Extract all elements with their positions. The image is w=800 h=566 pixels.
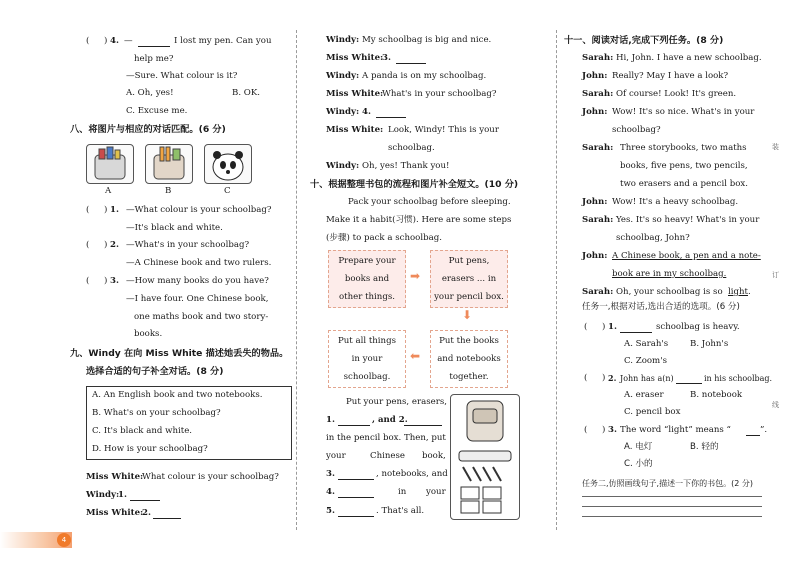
- c2-l6-text: Look, Windy! This is your: [388, 125, 499, 135]
- side-mark-2: 订: [772, 271, 779, 279]
- c2-l5-speaker: Windy:: [326, 107, 360, 117]
- c3-d8-text-underlined: A Chinese book, a pen and a note-: [612, 251, 761, 261]
- flow-arrow-down-icon: ⬇: [462, 308, 473, 322]
- c3-d4-speaker: John:: [582, 107, 608, 117]
- c3-d2-text: Really? May I have a look?: [612, 71, 729, 81]
- s10-fill-5-num: 5.: [326, 506, 335, 516]
- s10-fill-1-tail: , and 2.: [372, 415, 408, 425]
- t1-q1-paren-open: (: [584, 322, 588, 332]
- s9-d3-text: 2.: [142, 508, 151, 518]
- s10-blank-5[interactable]: [338, 507, 374, 517]
- s9-option-a: A. An English book and two notebooks.: [92, 390, 263, 400]
- t1-q2-option-c: C. pencil box: [624, 407, 681, 417]
- t1-q3-option-c: C. 小的: [624, 459, 653, 469]
- t1-q1-option-a: A. Sarah's: [624, 339, 669, 349]
- c3-d4-text: Wow! It's so nice. What's in your: [612, 107, 755, 117]
- s10-fill-4-in: in: [398, 487, 407, 497]
- t1-q3-paren-open: (: [584, 425, 588, 435]
- s8-item2-paren-close: ): [104, 240, 108, 250]
- q4-option-c: C. Excuse me.: [126, 106, 188, 116]
- flow-step-pencil-box: [430, 250, 508, 308]
- t1-q3-text: The word “light” means “: [620, 425, 731, 435]
- c2-blank-3[interactable]: [396, 54, 426, 64]
- c2-l4-text: What's in your schoolbag?: [382, 89, 497, 99]
- side-mark-1: 装: [772, 143, 779, 151]
- task2-writing-line-3[interactable]: [582, 516, 762, 517]
- c2-l4-speaker: Miss White:: [326, 89, 384, 99]
- c3-d3-speaker: Sarah:: [582, 89, 614, 99]
- s10-fill-3-num: 3.: [326, 469, 335, 479]
- s8-item2-number: 2.: [110, 240, 119, 250]
- flow-step-schoolbag-l2: in your: [351, 354, 383, 364]
- s8-item3-question: —How many books do you have?: [126, 276, 269, 286]
- s10-fill-4-your: your: [426, 487, 446, 497]
- schoolbag-items-picture: [450, 394, 520, 520]
- c2-l3-speaker: Windy:: [326, 71, 360, 81]
- s8-item3-number: 3.: [110, 276, 119, 286]
- flow-step-schoolbag: [328, 330, 406, 388]
- s10-fill-line0: Put your pens, erasers,: [346, 397, 447, 407]
- q4-question-cont: help me?: [134, 54, 174, 64]
- c3-d9-period: .: [748, 287, 751, 297]
- s9-d1-speaker: Miss White:: [86, 472, 144, 482]
- s8-item1-paren-close: ): [104, 205, 108, 215]
- task2-title: 任务二,仿照画线句子,描述一下你的书包。(2 分): [582, 479, 753, 488]
- t1-q1-option-c: C. Zoom's: [624, 356, 667, 366]
- s8-item3-answer-line2: one maths book and two story-: [134, 312, 269, 322]
- c3-d4-text-line2: schoolbag?: [612, 125, 661, 135]
- s9-option-c: C. It's black and white.: [92, 426, 193, 436]
- t1-q3-number: 3.: [608, 425, 617, 435]
- s9-blank-2[interactable]: [153, 509, 181, 519]
- flow-step-pencil-box-l2: erasers ... in: [441, 274, 497, 284]
- t1-q2-blank[interactable]: [676, 374, 702, 384]
- section9-title-line2: 选择合适的句子补全对话。(8 分): [86, 366, 224, 377]
- c3-d3-text: Of course! Look! It's green.: [616, 89, 737, 99]
- t1-q2-option-a: A. eraser: [624, 390, 664, 400]
- s10-blank-2[interactable]: [404, 416, 442, 426]
- picture-label-c: C: [224, 186, 231, 196]
- picture-c-panda-schoolbag: [204, 144, 252, 184]
- picture-label-b: B: [165, 186, 172, 196]
- c3-d2-speaker: John:: [582, 71, 608, 81]
- t1-q2-number: 2.: [608, 373, 617, 383]
- c3-d9-text: Oh, your schoolbag is so: [616, 287, 723, 297]
- c3-d1-text: Hi, John. I have a new schoolbag.: [616, 53, 762, 63]
- flow-arrow-left-icon: ⬅: [410, 349, 421, 363]
- c3-d8-speaker: John:: [582, 251, 608, 261]
- s10-fill-3-tail: , notebooks, and: [376, 469, 448, 479]
- t1-q1-option-b: B. John's: [690, 339, 729, 349]
- side-mark-3: 线: [772, 401, 779, 409]
- q4-dash: —: [124, 36, 133, 46]
- flow-step-prepare: [328, 250, 406, 308]
- flow-step-schoolbag-l3: schoolbag.: [343, 372, 391, 382]
- s8-item1-paren-open: (: [86, 205, 90, 215]
- c2-l7-speaker: Windy:: [326, 161, 360, 171]
- flow-step-schoolbag-l1: Put all things: [337, 336, 397, 346]
- c3-d6-text: Wow! It's a heavy schoolbag.: [612, 197, 739, 207]
- t1-q3-option-a: A. 电灯: [624, 442, 653, 452]
- q4-reply: —Sure. What colour is it?: [126, 71, 238, 81]
- c3-d5-text-line3: two erasers and a pencil box.: [620, 179, 748, 189]
- c2-l1-text: My schoolbag is big and nice.: [362, 35, 492, 45]
- s8-item3-answer: —I have four. One Chinese book,: [126, 294, 269, 304]
- s10-para-line3: (步骤) to pack a schoolbag.: [326, 233, 442, 243]
- s8-item1-question: —What colour is your schoolbag?: [126, 205, 272, 215]
- s10-blank-4[interactable]: [338, 488, 374, 498]
- s10-para-line2: Make it a habit(习惯). Here are some steps: [326, 215, 512, 225]
- s9-option-d: D. How is your schoolbag?: [92, 444, 208, 454]
- c2-l3-text: A panda is on my schoolbag.: [362, 71, 487, 81]
- task1-title: 任务一,根据对话,选出合适的选项。(6 分): [582, 302, 740, 312]
- flow-step-books-together-l2: and notebooks: [437, 354, 501, 364]
- picture-b-schoolbag: [145, 144, 193, 184]
- section10-title: 十、根据整理书包的流程和图片补全短文。(10 分): [310, 179, 519, 190]
- t1-q1-number: 1.: [608, 322, 617, 332]
- panda-bag-icon: [205, 145, 251, 183]
- c3-d8-text-line2-underlined: book are in my schoolbag.: [612, 269, 727, 279]
- section11-title: 十一、阅读对话,完成下列任务。(8 分): [564, 35, 724, 46]
- c3-d9-word-light: light: [728, 287, 748, 297]
- c3-d5-text-line2: books, five pens, two pencils,: [620, 161, 748, 171]
- divider-left: [296, 30, 297, 530]
- task2-writing-line-2[interactable]: [582, 506, 762, 507]
- schoolbag-stationery-icon: [451, 395, 519, 519]
- c3-d7-text: Yes. It's so heavy! What's in your: [616, 215, 760, 225]
- s10-fill-1-num: 1.: [326, 415, 335, 425]
- schoolbag-rulers-icon: [146, 145, 192, 183]
- c2-l1-speaker: Windy:: [326, 35, 360, 45]
- divider-right: [556, 30, 557, 530]
- section9-title: 九、Windy 在向 Miss White 描述她丢失的物品。: [70, 348, 289, 359]
- s9-blank-1[interactable]: [130, 491, 160, 501]
- t1-q1-text: schoolbag is heavy.: [656, 322, 740, 332]
- t1-q3-option-b: B. 轻的: [690, 442, 719, 452]
- s9-option-b: B. What's on your schoolbag?: [92, 408, 221, 418]
- s9-d3-speaker: Miss White:: [86, 508, 144, 518]
- flow-step-pencil-box-l3: your pencil box.: [434, 292, 504, 302]
- t1-q2-text: in his schoolbag.: [704, 374, 773, 383]
- picture-a-schoolbag: [86, 144, 134, 184]
- t1-q2-option-b: B. notebook: [690, 390, 743, 400]
- s10-blank-3[interactable]: [338, 470, 374, 480]
- page-number: 4: [57, 533, 71, 547]
- s8-item2-question: —What's in your schoolbag?: [126, 240, 250, 250]
- c2-l6-text-line2: schoolbag.: [388, 143, 435, 153]
- c3-d7-text-line2: schoolbag, John?: [616, 233, 690, 243]
- section8-title: 八、将图片与相应的对话匹配。(6 分): [70, 124, 226, 135]
- s10-blank-1[interactable]: [338, 416, 370, 426]
- c3-d5-speaker: Sarah:: [582, 143, 614, 153]
- q4-blank[interactable]: [138, 37, 170, 47]
- c3-d1-speaker: Sarah:: [582, 53, 614, 63]
- s9-d1-text: What colour is your schoolbag?: [142, 472, 279, 482]
- picture-label-a: A: [105, 186, 112, 196]
- t1-q3-paren-close: ): [602, 425, 606, 435]
- q4-option-a: A. Oh, yes!: [126, 88, 174, 98]
- c2-l7-text: Oh, yes! Thank you!: [362, 161, 450, 171]
- s9-d2-speaker: Windy:: [86, 490, 120, 500]
- c2-l5-text: 4.: [362, 107, 371, 117]
- flow-step-pencil-box-l1: Put pens,: [448, 256, 490, 266]
- s8-item1-answer: —It's black and white.: [126, 223, 223, 233]
- schoolbag-books-icon: [87, 145, 133, 183]
- flow-step-prepare-l1: Prepare your: [338, 256, 396, 266]
- q4-number: 4.: [110, 36, 119, 46]
- s8-item3-paren-open: (: [86, 276, 90, 286]
- t1-q3-blank[interactable]: [746, 426, 760, 436]
- c3-d9-speaker: Sarah:: [582, 287, 614, 297]
- flow-step-books-together-l3: together.: [449, 372, 489, 382]
- s8-item3-paren-close: ): [104, 276, 108, 286]
- s10-fill-3-book: book,: [422, 451, 446, 461]
- s10-fill-5-tail: . That's all.: [376, 506, 425, 516]
- flow-step-books-together: [430, 330, 508, 388]
- s8-item3-answer-line3: books.: [134, 329, 163, 339]
- q4-paren-open: (: [86, 36, 90, 46]
- t1-q1-blank[interactable]: [620, 323, 652, 333]
- t1-q1-paren-close: ): [602, 322, 606, 332]
- s10-fill-4-num: 4.: [326, 487, 335, 497]
- flow-arrow-right-icon: ➡: [410, 269, 421, 283]
- c2-l2-text: 3.: [382, 53, 391, 63]
- q4-option-b: B. OK.: [232, 88, 260, 98]
- t1-q2-paren-open: (: [584, 373, 588, 383]
- q4-paren-close: ): [104, 36, 108, 46]
- t1-q2-pre: John has a(n): [620, 374, 674, 383]
- flow-step-books-together-l1: Put the books: [439, 336, 499, 346]
- c3-d5-text: Three storybooks, two maths: [620, 143, 747, 153]
- c2-blank-4[interactable]: [376, 108, 406, 118]
- q4-question: I lost my pen. Can you: [174, 36, 272, 46]
- task2-writing-line-1[interactable]: [582, 496, 762, 497]
- s10-fill-3-chinese: Chinese: [370, 451, 405, 461]
- s8-item2-answer: —A Chinese book and two rulers.: [126, 258, 272, 268]
- s8-item2-paren-open: (: [86, 240, 90, 250]
- c3-d6-speaker: John:: [582, 197, 608, 207]
- c2-l6-speaker: Miss White:: [326, 125, 384, 135]
- flow-step-prepare-l2: books and: [344, 274, 390, 284]
- flow-step-prepare-l3: other things.: [338, 292, 395, 302]
- s10-para-line1: Pack your schoolbag before sleeping.: [348, 197, 511, 207]
- c3-d7-speaker: Sarah:: [582, 215, 614, 225]
- t1-q3-end: ”.: [760, 425, 768, 435]
- s9-d2-text: 1.: [118, 490, 127, 500]
- c2-l2-speaker: Miss White:: [326, 53, 384, 63]
- s10-fill-3-your: your: [326, 451, 346, 461]
- s10-fill-line2: in the pencil box. Then, put: [326, 433, 446, 443]
- s8-item1-number: 1.: [110, 205, 119, 215]
- t1-q2-paren-close: ): [602, 373, 606, 383]
